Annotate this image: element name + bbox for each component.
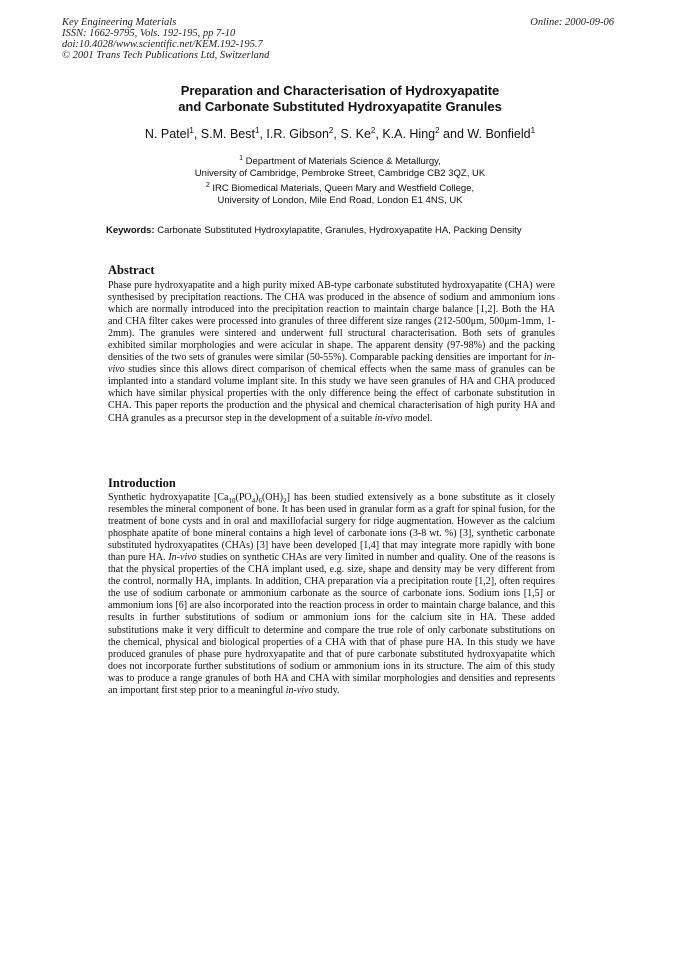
doi-line: doi:10.4028/www.scientific.net/KEM.192-195.7 xyxy=(62,39,263,50)
abstract-body: Phase pure hydroxyapatite and a high purity mixed AB-type carbonate substituted hydroxyapatite (CHA) were synthesised by precipitation reactions. The CHA was produced in the absence of sodium and ammonium ions which are normally introduced into the precipitation reaction to maintain charge balance [1,2]. Both the HA and CHA filter cakes were processed into granules of three different size ranges (212-500μm, 500μm-1mm, 1-2mm). The granules were sintered and underwent full structural characterisation. Both sets of granules exhibited similar morphologies and were acicular in shape. The apparent density (97-98%) and the packing densities of the two sets of granules were similar (50-55%). Comparable packing densities are important for in-vivo studies since this allows direct comparison of chemical effects when the same mass of granules can be implanted into a standard volume implant site. In this study we have seen granules of HA and CHA produced which have similar physical properties with the only difference being the effect of carbonate substitution in CHA. This paper reports the production and the physical and chemical characterisation of high purity HA and CHA granules as a precursor step in the development of a suitable in-vivo model. xyxy=(108,280,555,424)
online-date: Online: 2000-09-06 xyxy=(530,17,614,28)
keywords-text: Carbonate Substituted Hydroxylapatite, Granules, Hydroxyapatite HA, Packing Density xyxy=(157,225,522,236)
author: S. Ke$^2$, xyxy=(340,126,383,142)
introduction-body: Synthetic hydroxyapatite $[Ca_{10}(PO_4)_6(OH)_2]$ has been studied extensively as a bone substitute as it closely resembles the mineral component of bone. It has been used in granular form as a graft for spinal fusion, for the treatment of bone cysts and in oral and maxillofacial surgery for ridge augmentation. However as the calcium phosphate apatite of bone mineral contains a high level of carbonate ions (3-8 wt. %) [3], synthetic carbonate substituted hydroxyapatites (CHAs) [3] have been developed [1,4] that may integrate more rapidly with bone than pure HA. In-vivo studies on synthetic CHAs are very limited in number and quality. One of the reasons is that the physical properties of the CHA implant used, e.g. size, shape and density may be very different from the control, normally HA, implants. In addition, CHA preparation via a precipitation route [1,2], often requires the use of sodium carbonate or ammonium carbonate as the source of carbonate ions. Sodium ions [1,5] or ammonium ions [6] are also incorporated into the reaction process in order to maintain charge balance, and this results in further substitutions of sodium or ammonium ions for the calcium site in HA. These added substitutions make it very difficult to determine and compare the true role of only carbonate substitutions on the chemical, physical and biological properties of a CHA with that of phase pure HA. In this study we have produced granules of phase pure hydroxyapatite and that of pure carbonate substituted hydroxyapatite which does not incorporate further substitutions of sodium or ammonium ions in its structure. The aim of this study was to produce a range granules of both HA and CHA with similar morphologies and densities and represents an important first step prior to a meaningful in-vivo study. xyxy=(108,492,555,696)
title-line-1: Preparation and Characterisation of Hydroxyapatite xyxy=(180,83,500,98)
abstract-heading: Abstract xyxy=(108,263,155,277)
author-list xyxy=(80,126,600,141)
author: K.A. Hing$^2$ and xyxy=(382,126,468,142)
author: S.M. Best$^1$, xyxy=(200,126,267,142)
author: I.R. Gibson$^2$, xyxy=(266,126,341,142)
journal-name: Key Engineering Materials xyxy=(62,17,177,28)
introduction-heading: Introduction xyxy=(108,476,176,490)
journal-header xyxy=(62,17,269,61)
keywords xyxy=(106,225,566,236)
issn-line: ISSN: 1662-9795, Vols. 192-195, pp 7-10 xyxy=(62,28,236,39)
keywords-label: Keywords: xyxy=(106,225,155,236)
author: N. Patel$^1$, xyxy=(144,126,201,142)
affiliation-1: $^1$ Department of Materials Science & Metallurgy, University of Cambridge, Pembroke Street, Cambridge CB2 3QZ, UK xyxy=(194,155,486,180)
paper-title xyxy=(110,83,570,115)
affiliation-2: $^2$ IRC Biomedical Materials, Queen Mary and Westfield College, University of London, Mile End Road, London E1 4NS, UK xyxy=(205,182,475,207)
author: W. Bonfield$^1$ xyxy=(467,126,536,142)
title-line-2: and Carbonate Substituted Hydroxyapatite Granules xyxy=(178,99,502,114)
copyright-line: © 2001 Trans Tech Publications Ltd, Switzerland xyxy=(62,50,270,61)
